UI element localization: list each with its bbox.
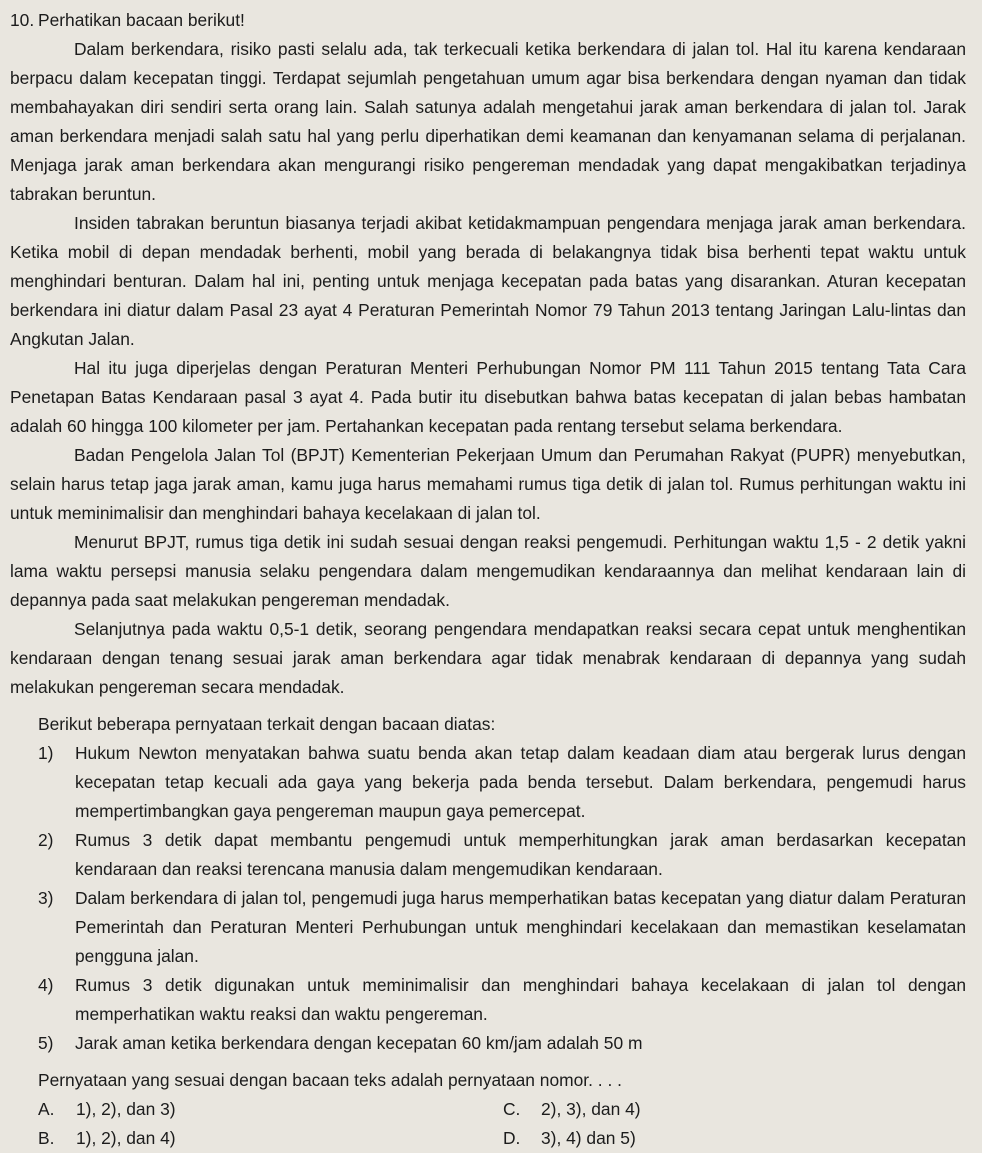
statement-text: Rumus 3 detik dapat membantu pengemudi untuk memperhitungkan jarak aman berdasarkan kecepatan kendaraan dan reaksi terencana manusia dalam mengemudikan kendaraan.	[75, 830, 966, 879]
option-text: 3), 4) dan 5)	[541, 1128, 636, 1148]
statement-number: 2)	[38, 830, 54, 850]
passage-paragraph: Badan Pengelola Jalan Tol (BPJT) Kementerian Pekerjaan Umum dan Perumahan Rakyat (PUPR) menyebutkan, selain harus tetap jaga jarak aman, kamu juga harus memahami rumus tiga detik di jalan tol. Rumus perhitungan waktu ini untuk meminimalisir dan menghindari bahaya kecelakaan di jalan tol.	[10, 445, 966, 523]
statement-item	[38, 971, 966, 1029]
passage-paragraph: Dalam berkendara, risiko pasti selalu ada, tak terkecuali ketika berkendara di jalan tol. Hal itu karena kendaraan berpacu dalam kecepatan tinggi. Terdapat sejumlah pengetahuan umum agar bisa berkendara dengan nyaman dan tidak membahayakan diri sendiri serta orang lain. Salah satunya adalah mengetahui jarak aman berkendara di jalan tol. Jarak aman berkendara menjadi salah satu hal yang perlu diperhatikan demi keamanan dan kenyamanan selama di perjalanan. Menjaga jarak aman berkendara akan mengurangi risiko pengereman mendadak yang dapat mengakibatkan terjadinya tabrakan beruntun.	[10, 39, 966, 204]
option-text: 1), 2), dan 3)	[76, 1099, 176, 1119]
option-text: 2), 3), dan 4)	[541, 1099, 641, 1119]
statement-item	[38, 739, 966, 826]
passage-paragraph: Menurut BPJT, rumus tiga detik ini sudah sesuai dengan reaksi pengemudi. Perhitungan waktu 1,5 - 2 detik yakni lama waktu persepsi manusia selaku pengendara dalam mengemudikan kendaraannya dan melihat kendaraan lain di depannya pada saat melakukan pengereman mendadak.	[10, 532, 966, 610]
option-text: 1), 2), dan 4)	[76, 1128, 176, 1148]
option-a[interactable]	[38, 1095, 503, 1124]
option-c[interactable]	[503, 1095, 923, 1124]
option-b[interactable]	[38, 1124, 503, 1153]
statement-number: 4)	[38, 975, 54, 995]
passage-paragraph: Insiden tabrakan beruntun biasanya terjadi akibat ketidakmampuan pengendara menjaga jarak aman berkendara. Ketika mobil di depan mendadak berhenti, mobil yang berada di belakangnya tidak bisa berhenti tepat waktu untuk menghindari benturan. Dalam hal ini, penting untuk menjaga kecepatan pada batas yang disarankan. Aturan kecepatan berkendara ini diatur dalam Pasal 23 ayat 4 Peraturan Pemerintah Nomor 79 Tahun 2013 tentang Jaringan Lalu-lintas dan Angkutan Jalan.	[10, 213, 966, 349]
passage-paragraph: Selanjutnya pada waktu 0,5-1 detik, seorang pengendara mendapatkan reaksi secara cepat untuk menghentikan kendaraan dengan tenang sesuai jarak aman berkendara agar tidak menabrak kendaraan di depannya yang sudah melakukan pengereman secara mendadak.	[10, 619, 966, 697]
option-letter: D.	[503, 1128, 521, 1148]
spacer	[10, 702, 966, 710]
statement-item	[38, 1029, 966, 1058]
statement-list	[10, 739, 966, 1058]
passage-paragraph: Hal itu juga diperjelas dengan Peraturan Menteri Perhubungan Nomor PM 111 Tahun 2015 tentang Tata Cara Penetapan Batas Kendaraan pasal 3 ayat 4. Pada butir itu disebutkan bahwa batas kecepatan di jalan bebas hambatan adalah 60 hingga 100 kilometer per jam. Pertahankan kecepatan pada rentang tersebut selama berkendara.	[10, 358, 966, 436]
question-instruction: Perhatikan bacaan berikut!	[38, 10, 245, 30]
statement-number: 1)	[38, 743, 54, 763]
statement-text: Dalam berkendara di jalan tol, pengemudi juga harus memperhatikan batas kecepatan yang diatur dalam Peraturan Pemerintah dan Peraturan Menteri Perhubungan untuk menghindari kecelakaan dan memastikan keselamatan pengguna jalan.	[75, 888, 966, 966]
option-d[interactable]	[503, 1124, 923, 1153]
question-header	[10, 6, 966, 35]
option-letter: C.	[503, 1099, 521, 1119]
statement-number: 3)	[38, 888, 54, 908]
statement-number: 5)	[38, 1033, 54, 1053]
reading-passage	[10, 35, 966, 702]
statement-text: Rumus 3 detik digunakan untuk meminimalisir dan menghindari bahaya kecelakaan di jalan tol dengan memperhatikan waktu reaksi dan waktu pengereman.	[75, 975, 966, 1024]
question-number: 10.	[10, 10, 35, 30]
question-prompt: Pernyataan yang sesuai dengan bacaan teks adalah pernyataan nomor. . . .	[38, 1070, 622, 1090]
option-letter: B.	[38, 1128, 55, 1148]
answer-options	[38, 1095, 966, 1153]
statements-intro: Berikut beberapa pernyataan terkait dengan bacaan diatas:	[38, 714, 496, 734]
statement-text: Hukum Newton menyatakan bahwa suatu benda akan tetap dalam keadaan diam atau bergerak lurus dengan kecepatan tetap kecuali ada gaya yang bekerja pada benda tersebut. Dalam berkendara, pengemudi harus mempertimbangkan gaya pengereman maupun gaya pemercepat.	[75, 743, 966, 821]
option-letter: A.	[38, 1099, 55, 1119]
statement-item	[38, 826, 966, 884]
statement-text: Jarak aman ketika berkendara dengan kecepatan 60 km/jam adalah 50 m	[75, 1033, 643, 1053]
statement-item	[38, 884, 966, 971]
